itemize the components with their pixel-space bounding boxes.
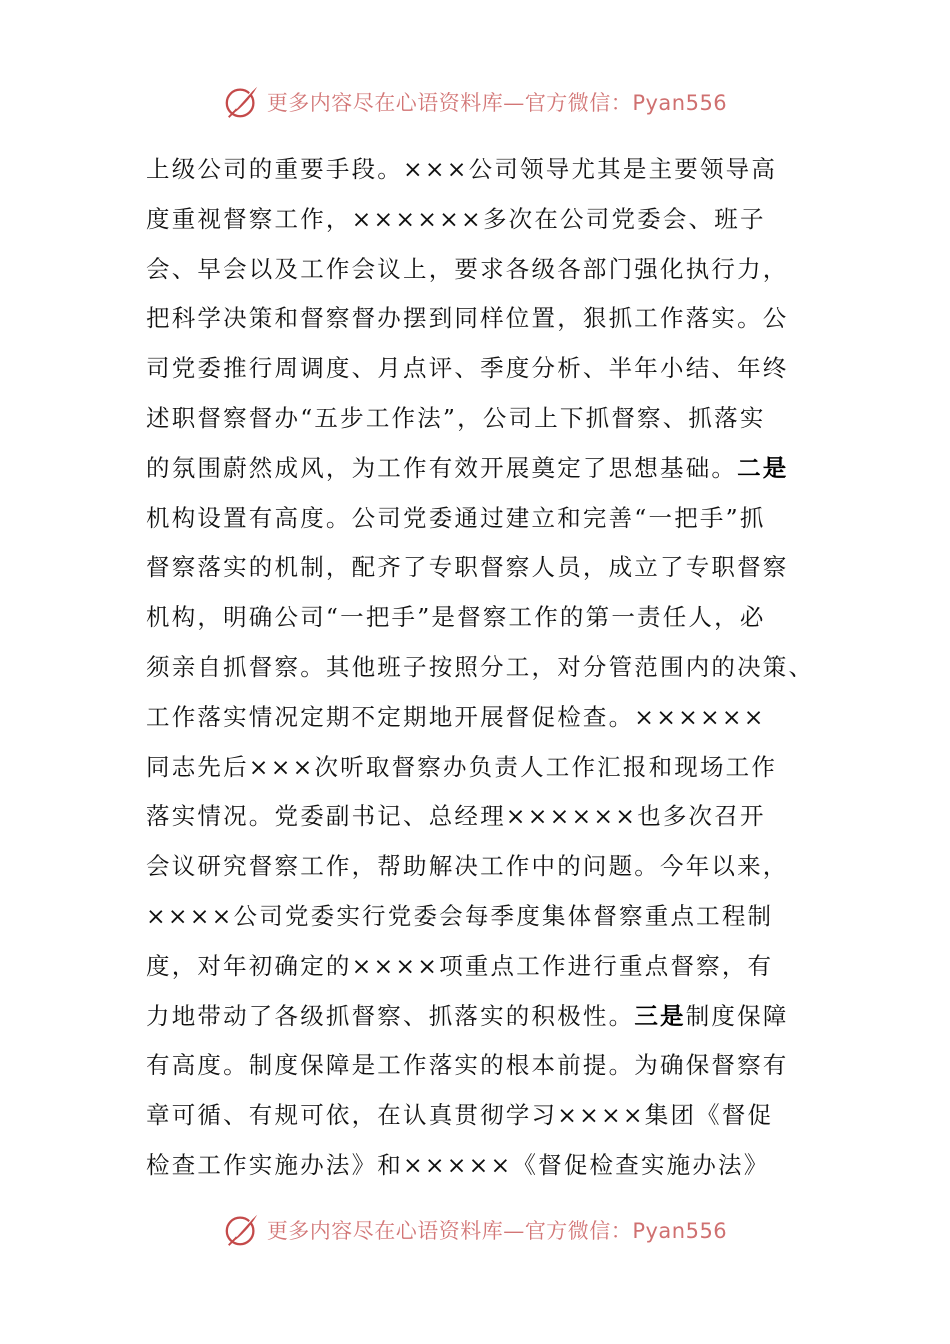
line-text: 述职督察督办“五步工作法”，公司上下抓督察、抓落实 — [146, 403, 766, 432]
line-text: 机构设置有高度。公司党委通过建立和完善“一把手”抓 — [146, 503, 766, 532]
body-text-line — [146, 842, 806, 892]
line-text: 会、早会以及工作会议上，要求各级各部门强化执行力， — [146, 254, 789, 283]
footer-wechat-id: Pyan556 — [632, 1219, 728, 1243]
line-text: 落实情况。党委副书记、总经理××××××也多次召开 — [146, 802, 766, 831]
line-text: 度重视督察工作，××××××多次在公司党委会、班子 — [146, 204, 766, 233]
quill-pen-logo-icon — [223, 1211, 261, 1249]
body-text-line — [146, 543, 806, 593]
body-text-line — [146, 593, 806, 643]
body-text-line — [146, 942, 806, 992]
line-text: 的氛围蔚然成风，为工作有效开展奠定了思想基础。 — [146, 453, 738, 482]
quill-pen-logo-icon — [223, 83, 261, 121]
body-text-line — [146, 693, 806, 743]
body-text-line — [146, 344, 806, 394]
body-text-line — [146, 1091, 806, 1141]
line-text: 工作落实情况定期不定期地开展督促检查。×××××× — [146, 702, 766, 731]
header-wechat-id: Pyan556 — [632, 91, 728, 115]
body-text-line — [146, 743, 806, 793]
header-site-text: 更多内容尽在心语资料库— — [266, 91, 525, 115]
body-text-line — [146, 145, 806, 195]
line-text: 督察落实的机制，配齐了专职督察人员，成立了专职督察 — [146, 553, 789, 582]
line-text: ××××公司党委实行党委会每季度集体督察重点工程制 — [146, 901, 774, 930]
line-text: 会议研究督察工作，帮助解决工作中的问题。今年以来， — [146, 852, 789, 881]
footer-watermark-text — [267, 1215, 727, 1245]
body-text-line — [146, 294, 806, 344]
body-text-line — [146, 792, 806, 842]
body-text-line — [146, 892, 806, 942]
header-wechat-label: 官方微信： — [524, 91, 633, 115]
body-text-line — [146, 195, 806, 245]
line-text: 上级公司的重要手段。×××公司领导尤其是主要领导高 — [146, 155, 778, 183]
body-text-line — [146, 1141, 806, 1191]
line-text: 机构，明确公司“一把手”是督察工作的第一责任人，必 — [146, 603, 766, 632]
body-text-line — [146, 1041, 806, 1091]
header-watermark-text — [267, 87, 727, 117]
line-text: 力地带动了各级抓督察、抓落实的积极性。 — [146, 1001, 635, 1030]
footer-wechat-label: 官方微信： — [524, 1219, 633, 1243]
body-text-line — [146, 494, 806, 544]
body-text-line — [146, 444, 806, 494]
line-text: 司党委推行周调度、月点评、季度分析、半年小结、年终 — [146, 354, 789, 383]
line-text: 同志先后×××次听取督察办负责人工作汇报和现场工作 — [146, 752, 778, 781]
body-text-line — [146, 394, 806, 444]
bold-marker: 二是 — [737, 453, 789, 482]
bold-marker: 三是 — [634, 1001, 686, 1030]
body-text-line — [146, 245, 806, 295]
line-text: 制度保障 — [685, 1001, 789, 1030]
body-text-line — [146, 992, 806, 1042]
body-text-line — [146, 643, 815, 693]
line-text: 须亲自抓督察。其他班子按照分工，对分管范围内的决策、 — [146, 652, 815, 681]
line-text: 度，对年初确定的××××项重点工作进行重点督察，有 — [146, 951, 774, 980]
footer-site-text: 更多内容尽在心语资料库— — [266, 1219, 525, 1243]
line-text: 章可循、有规可依，在认真贯彻学习××××集团《督促 — [146, 1101, 774, 1130]
line-text: 有高度。制度保障是工作落实的根本前提。为确保督察有 — [146, 1051, 789, 1080]
header-watermark-banner — [0, 82, 950, 122]
footer-watermark-banner — [0, 1210, 950, 1250]
line-text: 把科学决策和督察督办摆到同样位置，狠抓工作落实。公 — [146, 304, 789, 333]
line-text: 检查工作实施办法》和×××××《督促检查实施办法》 — [146, 1150, 770, 1179]
document-body — [146, 145, 815, 1191]
